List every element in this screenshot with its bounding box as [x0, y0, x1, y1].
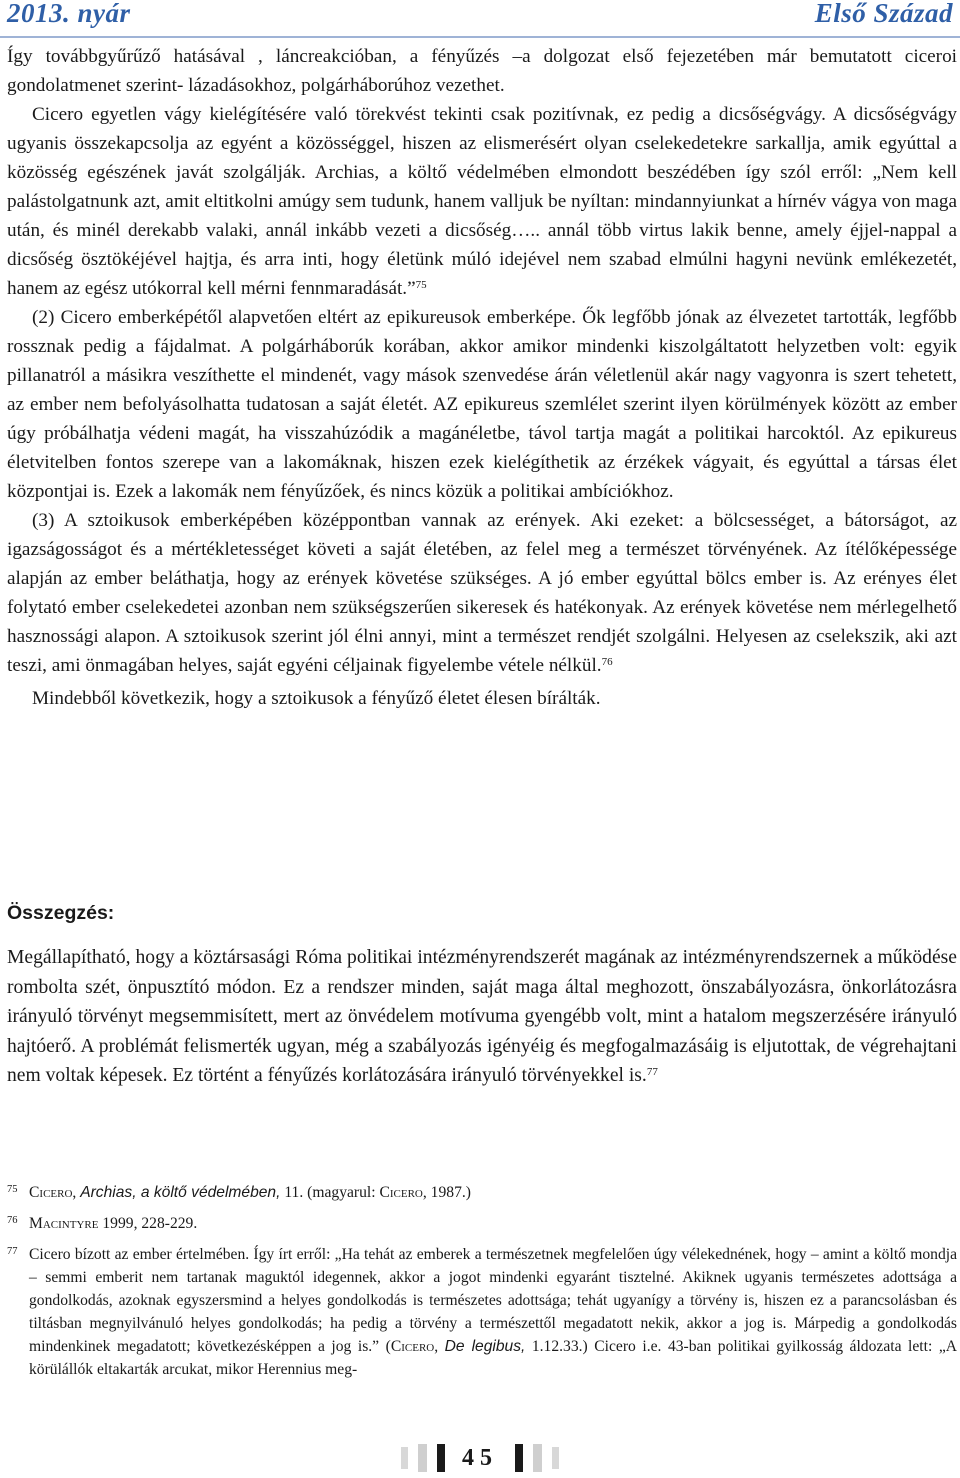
footnote-number: 77 [7, 1246, 18, 1257]
footnote-number: 76 [7, 1215, 18, 1226]
header-rule [0, 36, 960, 38]
decor-bar [533, 1444, 542, 1472]
footnote-76: 76 Macintyre 1999, 228-229. [7, 1212, 957, 1235]
summary-text [7, 943, 957, 1091]
issue-date: 2013. nyár [7, 0, 131, 28]
decor-bar [401, 1447, 408, 1469]
paragraph-1: Így továbbgyűrűző hatásával , láncreakcióban, a fényűzés –a dolgozat első fejezetében már bemutatott ciceroi gondolatmenet szerint- lázadásokhoz, polgárháborúhoz vezethet. [7, 46, 957, 96]
paragraph-5: Mindebből következik, hogy a sztoikusok a fényűző életet élesen bírálták. [32, 688, 601, 709]
page-header [0, 0, 960, 36]
page-number: 45 [462, 1444, 498, 1471]
footnote-ref-76[interactable]: 76 [601, 656, 613, 668]
footnote-75: 75 Cicero, Archias, a költő védelmében, 11. (magyarul: Cicero, 1987.) [7, 1181, 957, 1204]
footnote-ref-77[interactable]: 77 [646, 1066, 658, 1078]
decor-bar [437, 1444, 445, 1472]
footnote-number: 75 [7, 1184, 18, 1195]
decor-bar [552, 1447, 559, 1469]
footnote-ref-75[interactable]: 75 [415, 279, 427, 291]
main-text [7, 42, 957, 713]
summary-paragraph: Megállapítható, hogy a köztársasági Róma politikai intézményrendszerét magának az intézményrendszernek a működése rombolta szét, önpusztító módon. Ez a rendszer minden, saját maga által meghozott, önszabályozásra, önkorlátozásra irányuló törvényt megsemmisített, mert az önvédelem motívuma gyengébb volt, mint a hatalom megszerzésére irányuló hajtóerő. A problémát felismerték ugyan, még a szabályozás igényéig és megfogalmazásáig is eljutottak, de végrehajtani nem voltak képesek. Ez történt a fényűzés korlátozására irányuló törvényekkel is.$^{77}$ [7, 947, 957, 1086]
paragraph-2: Cicero egyetlen vágy kielégítésére való törekvést tekinti csak pozitívnak, ez pedig a dicsőségvágy. A dicsőségvágy ugyanis összekapcsolja az egyént a közösséggel, hiszen az elismerésért olyan cselekedetekre sarkallja, amik egyúttal a közösség egészének javát szolgálják. Archias, a költő védelmében elmondott beszédében így szól erről: „Nem kell palástolgatnunk azt, amit eltitkolni amúgy sem tudunk, hanem valljuk be nyíltan: mindannyiunkat a hírnév vágya von maga után, és minél derekabb valaki, annál inkább vezeti a dicsőség….. annál több virtus lakik benne, amely éjjel-nappal a dicsőség ösztökéjével hajtja, és arra inti, hogy életünk múló idejével nem szabad elmúlni hagyni nevünk emlékezetét, hanem az egész utókorral kell mérni fennmaradását.”$^{75}$ [7, 104, 957, 299]
decor-bar [515, 1444, 523, 1472]
page-number-bar [0, 1444, 960, 1478]
footnotes [7, 1181, 957, 1389]
summary-heading: Összegzés: [7, 902, 115, 924]
paragraph-3: (2) Cicero emberképétől alapvetően eltért az epikureusok emberképe. Ők legfőbb jónak az élvezetet tartották, legfőbb rossznak pedig a fájdalmat. A polgárháborúk korában, akkor amikor mindenki kiszolgáltatott helyzetben volt: egyik pillanatról a másikra veszíthette el mindenét, vagy mások szenvedése árán véletlenül akár nagy vagyonra is szert tehetett, az ember nem befolyásolhatta tudatosan a saját életét. AZ epikureus szemlélet szerint ilyen körülmények között az ember úgy próbálhatja védeni magát, ha visszahúzódik a magánéletbe, távol tartja magát a politikai harcoktól. Az epikureus életvitelben fontos szerepe van a lakomáknak, hiszen ezek kielégíthetik az érzékek vágyait, és egyúttal a társas élet központjai is. Ezek a lakomák nem fényűzőek, és nincs közük a politikai ambíciókhoz. [7, 307, 957, 502]
journal-title: Első Század [814, 0, 953, 28]
decor-bar [418, 1444, 427, 1472]
paragraph-4: (3) A sztoikusok emberképében középpontban vannak az erények. Aki ezeket: a bölcsességet, a bátorságot, az igazságosságot és a mértékletességet követi a saját életében, az felel meg a természet törvényének. Az ítélőképessége alapján az ember beláthatja, hogy az erények követése szükséges. A jó ember egyúttal bölcs ember is. Az erényes élet folytató ember cselekedetei azonban nem szükségszerűen sikeresek és hatékonyak. Az erények követése nem mérlegelhető hasznossági alapon. A sztoikusok szerint jól élni annyi, mint a természet rendjét szolgálni. Helyesen az cselekszik, aki azt teszi, ami önmagában helyes, saját egyéni céljainak figyelembe vétele nélkül.$^{76}$ [7, 510, 957, 676]
footnote-77: 77 Cicero bízott az ember értelmében. Így írt erről: „Ha tehát az emberek a természetnek megfelelően úgy vélekednének, hogy – amint a költő mondja – semmi emberit nem tartanak maguktól idegennek, akkor a jogot mindenki egyaránt tisztelné. Akiknek ugyanis természetes adottsága a gondolkodás, azoknak egyszersmind a helyes gondolkodás is természetes adottsága; tehát ugyanígy a törvény is, hiszen ez a parancsolásban és tiltásban megnyilvánuló helyes gondolkodás; ha pedig a törvény a természettől megadatott nekik, akkor a jog is. Márpedig a gondolkodás mindenkinek megadatott; következésképpen a jog is.” (Cicero, De legibus, 1.12.33.) Cicero i.e. 43-ban politikai gyilkosság áldozata lett: „A körülállók eltakarták arcukat, mikor Herennius meg- [7, 1243, 957, 1381]
